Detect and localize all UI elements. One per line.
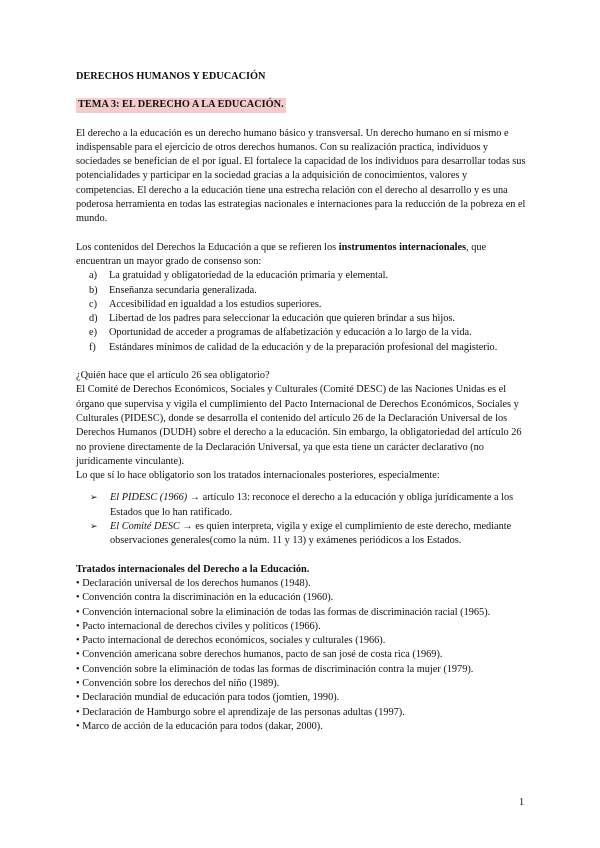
list-marker: c) xyxy=(89,298,97,310)
list-item xyxy=(89,269,528,283)
list-item xyxy=(76,663,528,677)
article26-followup: Lo que sí lo hace obligatorio son los tratados internacionales posteriores, especialmente: xyxy=(76,470,440,482)
list-item-text: Estándares mínimos de calidad de la educación y de la preparación profesional del magisterio. xyxy=(109,341,498,353)
treaties-heading: Tratados internacionales del Derecho a la Educación. xyxy=(76,563,310,575)
list-item xyxy=(89,284,528,298)
treaty-text: Declaración mundial de educación para todos (jomtien, 1990). xyxy=(82,692,340,704)
document-page xyxy=(76,70,528,734)
treaty-text: Convención sobre los derechos del niño (1989). xyxy=(82,677,280,689)
bullet-icon: • xyxy=(76,706,80,718)
list-item xyxy=(76,620,528,634)
contents-lead xyxy=(76,241,528,270)
list-item xyxy=(76,634,528,648)
treaty-text: Pacto internacional de derechos económicos, sociales y culturales (1966). xyxy=(82,635,386,647)
list-item xyxy=(76,606,528,620)
bullet-icon: • xyxy=(76,577,80,589)
contents-lead-before: Los contenidos del Derechos la Educación a que se refieren los xyxy=(76,241,339,253)
treaty-text: Pacto internacional de derechos civiles y políticos (1966). xyxy=(82,620,321,632)
list-item xyxy=(89,326,528,340)
treaty-text: Declaración universal de los derechos humanos (1948). xyxy=(82,577,311,589)
bullet-icon: • xyxy=(76,649,80,661)
document-title: DERECHOS HUMANOS Y EDUCACIÓN xyxy=(76,71,266,82)
bullet-icon: • xyxy=(76,677,80,689)
list-item-text: Enseñanza secundaria generalizada. xyxy=(109,284,257,296)
contents-lead-bold: instrumentos internacionales xyxy=(338,241,467,253)
bullet-icon: • xyxy=(76,720,80,732)
treaties-list xyxy=(76,577,528,734)
list-item xyxy=(76,591,528,605)
article26-question: ¿Quién hace que el artículo 26 sea obligatorio? xyxy=(76,370,270,382)
list-item xyxy=(90,520,528,549)
list-item-text: Accesibilidad en igualdad a los estudios superiores. xyxy=(109,298,322,310)
list-item xyxy=(89,298,528,312)
point-label: El PIDESC (1966) xyxy=(110,492,188,504)
list-item-text: Libertad de los padres para seleccionar la educación que quieren brindar a sus hijos. xyxy=(109,313,455,325)
intro-paragraph: El derecho a la educación es un derecho humano básico y transversal. Un derecho humano en sí mismo e indispensable para el ejercicio de otros derechos humanos. Con su realización practica, individuos y sociedades se benefician de el por igual. El fortalece la capacidad de los individuos para desarrollar todas sus potencialidades y participar en la sociedad gracias a la adquisición de conocimientos, valores y competencias. El derecho a la educación tiene una estrecha relación con el derecho al desarrollo y es una poderosa herramienta en todas las estrategias nacionales e internaciones para la reducción de la pobreza en el mundo. xyxy=(76,127,526,225)
list-item xyxy=(89,312,528,326)
article26-points xyxy=(76,491,528,548)
point-text: artículo 13: reconoce el derecho a la educación y obliga jurídicamente a los Estados que lo han ratificado. xyxy=(110,492,514,518)
list-item xyxy=(76,720,528,734)
bullet-icon: • xyxy=(76,606,80,618)
list-marker: f) xyxy=(89,341,96,353)
topic-heading: TEMA 3: EL DERECHO A LA EDUCACIÓN. xyxy=(76,98,286,112)
right-arrow-icon: → xyxy=(182,521,193,533)
bullet-icon: • xyxy=(76,692,80,704)
list-item xyxy=(89,341,528,355)
list-item xyxy=(90,491,528,520)
treaty-text: Convención internacional sobre la eliminación de todas las formas de discriminación racial (1965). xyxy=(82,606,491,618)
treaty-text: Convención sobre la eliminación de todas las formas de discriminación contra la mujer (1979). xyxy=(82,663,474,675)
bullet-icon: • xyxy=(76,592,80,604)
right-arrow-icon: → xyxy=(189,492,201,504)
page-number: 1 xyxy=(519,797,525,808)
list-item xyxy=(76,691,528,705)
point-text: es quien interpreta, vigila y exige el cumplimiento de este derecho, mediante observaciones generales(como la núm. 11 y 13) y exámenes periódicos a los Estados. xyxy=(110,521,512,547)
point-label: El Comité DESC xyxy=(110,521,180,533)
contents-lead-after: , que encuentran un mayor grado de consenso son: xyxy=(76,241,487,267)
arrow-bullet-icon: ➢ xyxy=(90,522,98,533)
bullet-icon: • xyxy=(76,635,80,647)
list-marker: e) xyxy=(89,327,97,339)
list-item xyxy=(76,577,528,591)
list-item xyxy=(76,648,528,662)
treaty-text: Convención contra la discriminación en la educación (1960). xyxy=(82,592,334,604)
treaty-text: Convención americana sobre derechos humanos, pacto de san josé de costa rica (1969). xyxy=(82,649,443,661)
bullet-icon: • xyxy=(76,620,80,632)
article26-answer: El Comité de Derechos Económicos, Sociales y Culturales (Comité DESC) de las Naciones Unidas es el órgano que supervisa y vigila el cumplimiento del Pacto Internacional de Derechos Económicos, Sociales y Culturales (PIDESC), donde se desarrolla el contenido del artículo 26 de la Declaración Universal de los Derechos Humanos (DUDH) sobre el derecho a la educación. Sin embargo, la obligatoriedad del artículo 26 no proviene directamente de la Declaración Universal, ya que esta tiene un carácter declarativo (no jurídicamente vinculante). xyxy=(76,384,522,467)
bullet-icon: • xyxy=(76,663,80,675)
treaty-text: Marco de acción de la educación para todos (dakar, 2000). xyxy=(82,720,323,732)
contents-list xyxy=(76,269,528,355)
list-item-text: Oportunidad de acceder a programas de alfabetización y educación a lo largo de la vida. xyxy=(109,327,472,339)
list-item-text: La gratuidad y obligatoriedad de la educación primaria y elemental. xyxy=(109,270,389,282)
list-marker: d) xyxy=(89,313,98,325)
list-marker: a) xyxy=(89,270,97,282)
list-marker: b) xyxy=(89,284,98,296)
list-item xyxy=(76,677,528,691)
arrow-bullet-icon: ➢ xyxy=(90,493,98,504)
list-item xyxy=(76,706,528,720)
treaty-text: Declaración de Hamburgo sobre el aprendizaje de las personas adultas (1997). xyxy=(82,706,405,718)
